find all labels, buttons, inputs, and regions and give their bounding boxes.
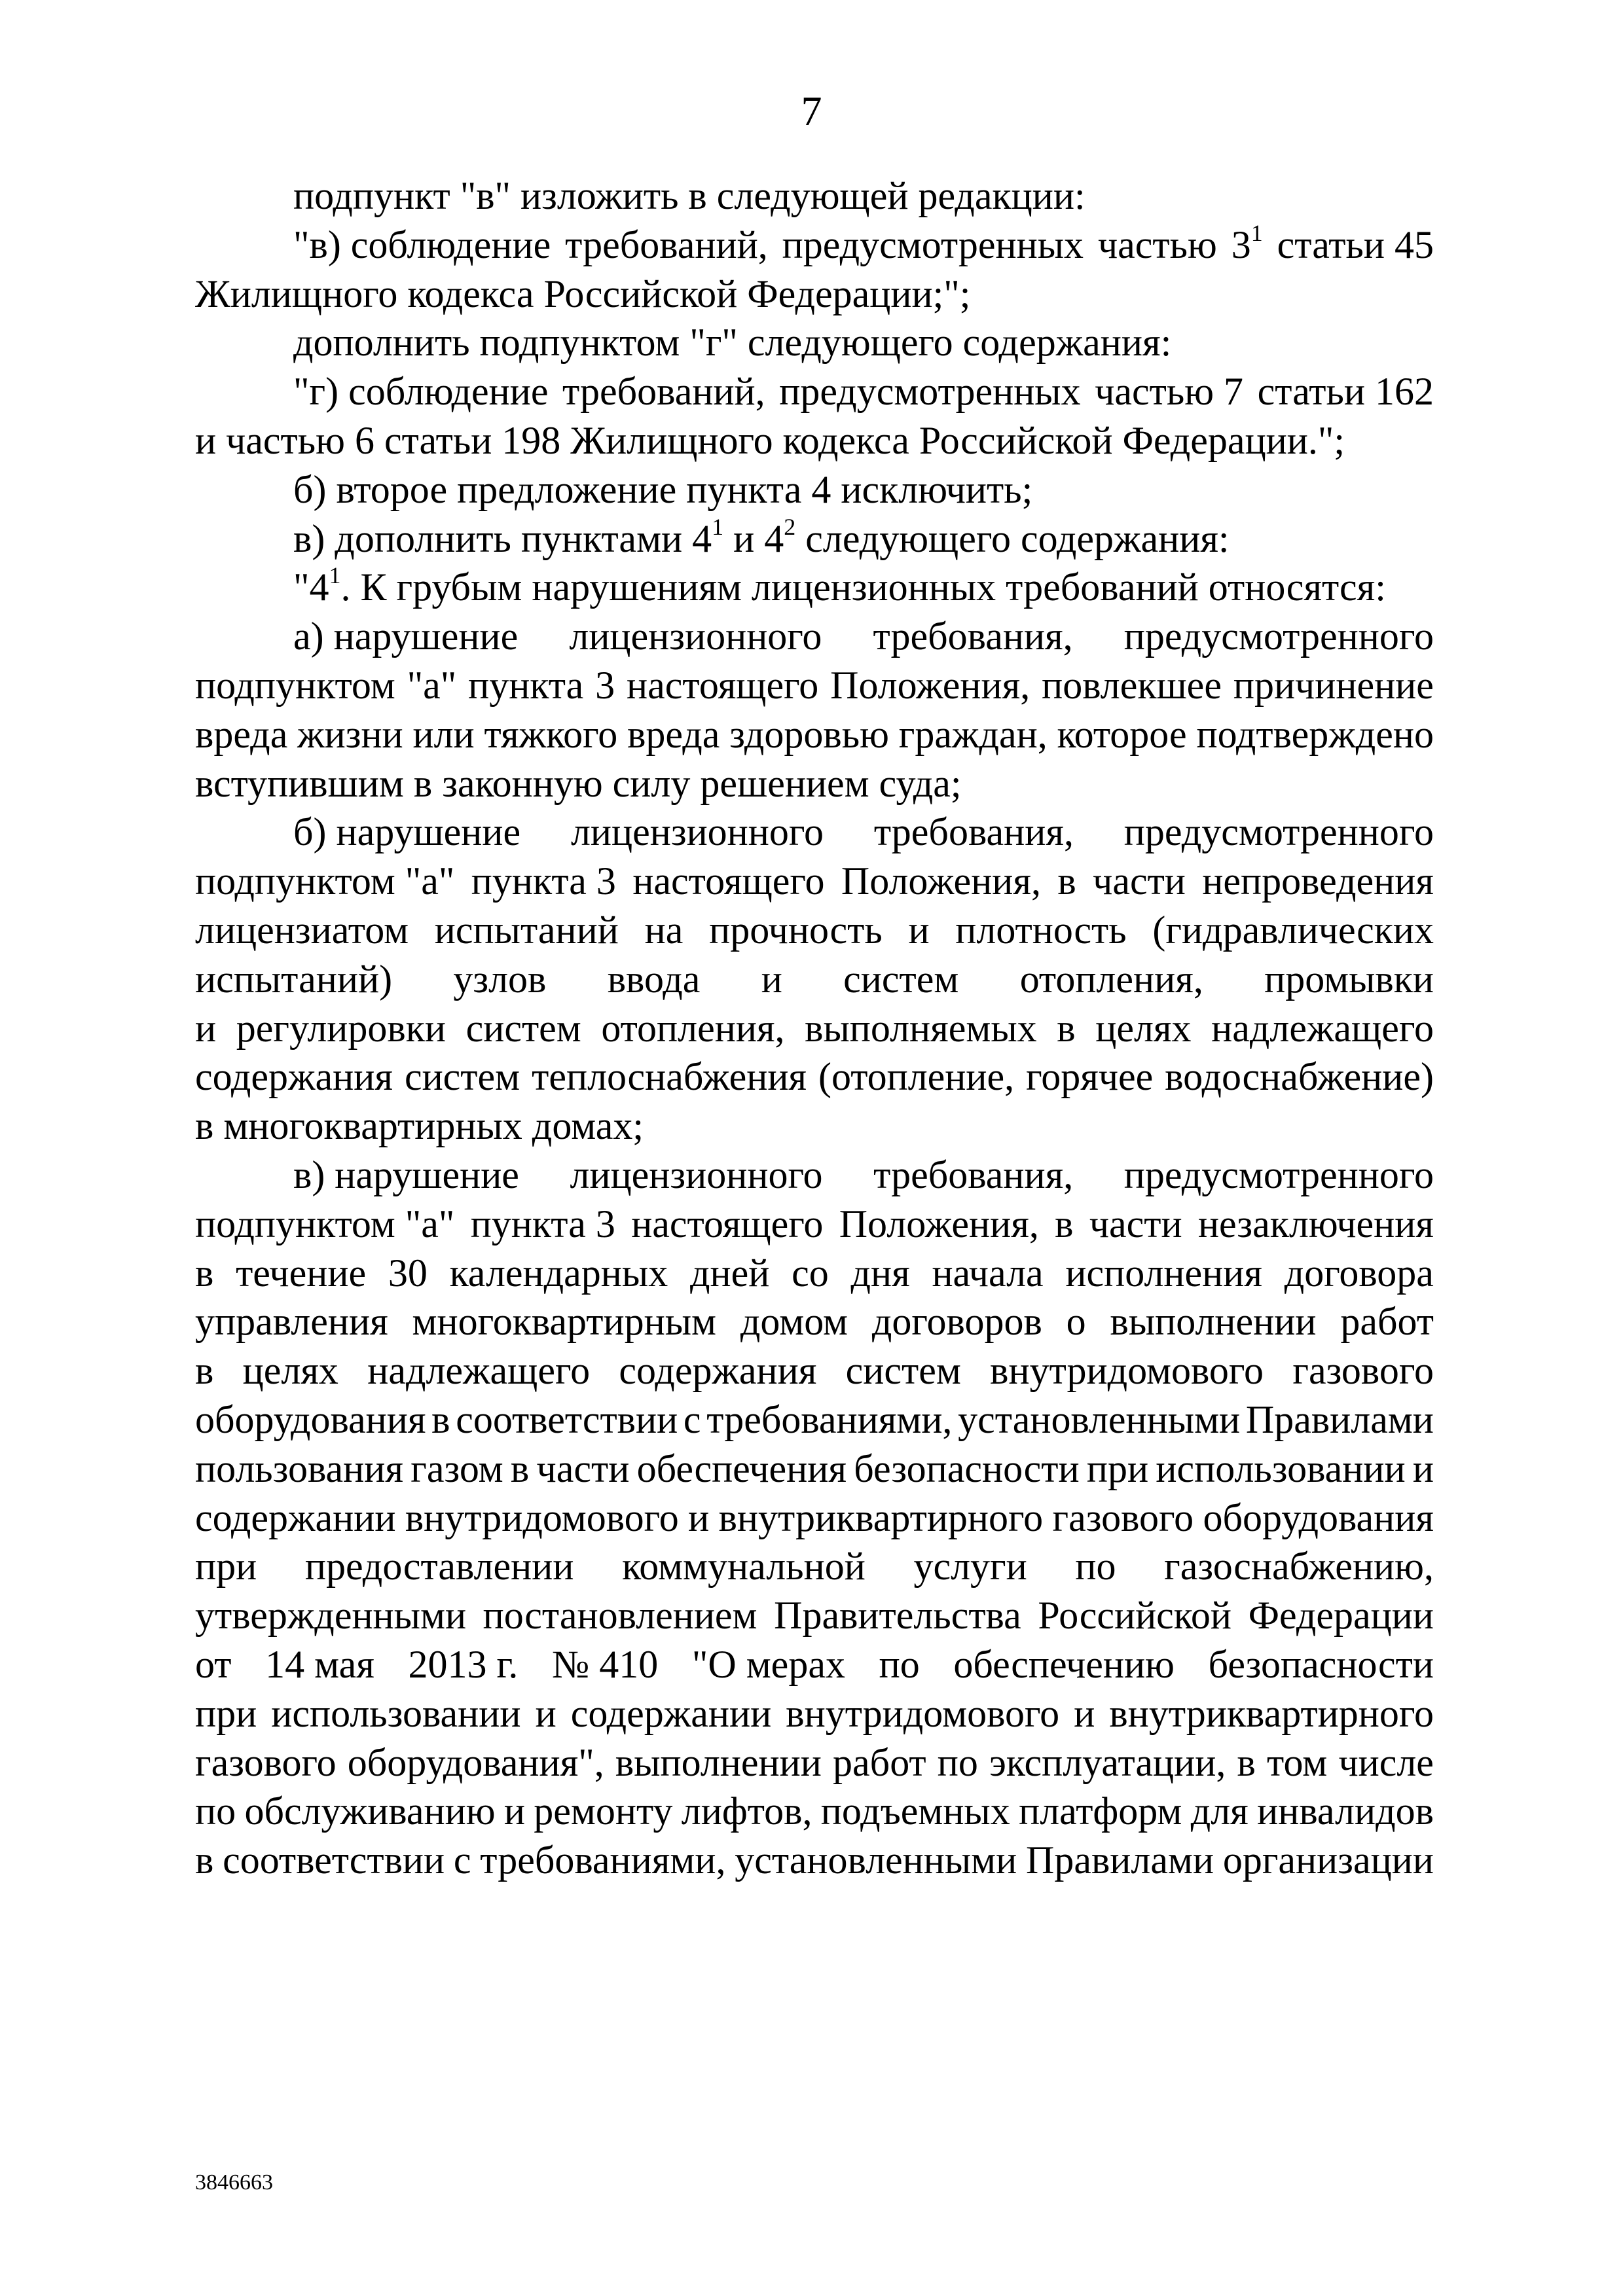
text-word: лицензионного	[570, 1153, 823, 1196]
text-word: б) нарушение	[293, 810, 521, 854]
text-word: по	[195, 1789, 236, 1833]
text-word	[1231, 221, 1263, 270]
text-line	[195, 221, 1434, 270]
text-line	[195, 563, 1434, 612]
text-word: соответствии	[456, 1397, 678, 1441]
text-word: том	[1267, 1740, 1328, 1784]
text-span: и частью 6 статьи 198 Жилищного кодекса Российской Федерации.";	[195, 418, 1345, 462]
text-line	[195, 318, 1434, 367]
text-word: целях	[242, 1349, 338, 1393]
text-word: "а"	[407, 663, 457, 707]
text-word: отопления,	[1019, 957, 1203, 1001]
text-word: тяжкого	[484, 712, 618, 756]
text-word: Положения,	[841, 859, 1042, 903]
text-word: обеспечения	[636, 1446, 847, 1490]
text-line	[195, 661, 1434, 710]
text-word: по	[1075, 1545, 1116, 1588]
text-word: использовании	[1156, 1446, 1406, 1490]
text-word: части	[1089, 1202, 1182, 1246]
text-word: подтверждено	[1196, 712, 1434, 756]
superscript: 1	[712, 513, 724, 540]
text-word: регулировки	[236, 1006, 446, 1050]
text-word: договора	[1284, 1251, 1434, 1295]
text-word: управления	[195, 1300, 388, 1344]
text-word: при	[1086, 1446, 1149, 1490]
text-span: "4	[293, 565, 329, 609]
text-span: дополнить подпунктом "г" следующего содержания:	[293, 321, 1172, 365]
text-word: теплоснабжения	[532, 1055, 807, 1099]
text-word: содержания	[619, 1349, 817, 1393]
text-word: работ	[833, 1740, 926, 1784]
text-word: частью 7	[1095, 370, 1244, 414]
text-word: предусмотренного	[1123, 1153, 1434, 1196]
text-word: в	[431, 1397, 450, 1441]
text-word: ремонту	[534, 1789, 673, 1833]
text-word: части	[536, 1446, 630, 1490]
text-word: в	[510, 1446, 530, 1490]
text-word: установленными	[958, 1397, 1241, 1441]
text-line	[195, 1542, 1434, 1591]
document-body	[195, 171, 1434, 1885]
text-word: и	[761, 957, 782, 1001]
text-word: прочность	[709, 908, 883, 952]
text-word: по	[937, 1740, 978, 1784]
text-line	[195, 1444, 1434, 1494]
text-span: в) дополнить пунктами 4	[293, 516, 712, 560]
text-word: требованиями,	[706, 1397, 953, 1441]
text-word: и	[1074, 1691, 1095, 1735]
text-word: узлов	[453, 957, 547, 1001]
text-word: систем	[465, 1006, 581, 1050]
text-word: газом	[410, 1446, 503, 1490]
text-word: с	[683, 1397, 701, 1441]
text-line	[195, 270, 1434, 319]
text-line	[195, 1200, 1434, 1249]
text-line	[195, 1836, 1434, 1885]
text-word: граждан,	[898, 712, 1048, 756]
text-line	[195, 1395, 1434, 1444]
text-word: внутриквартирного	[718, 1496, 1044, 1539]
superscript: 2	[784, 513, 796, 540]
page-number: 7	[801, 88, 822, 134]
text-word: 3	[595, 663, 615, 707]
text-word: требований,	[562, 370, 765, 414]
text-span: и 4	[723, 516, 784, 560]
text-word: дня	[850, 1251, 910, 1295]
text-word: при	[195, 1691, 257, 1735]
text-word: пункта 3	[470, 1202, 615, 1246]
text-word: оборудования	[195, 1397, 426, 1441]
text-span: б) второе предложение пункта 4 исключить;	[293, 467, 1033, 511]
text-word: Российской	[1038, 1594, 1232, 1638]
text-word: причинение	[1233, 663, 1434, 707]
text-line	[195, 1494, 1434, 1543]
text-word: содержания	[195, 1055, 393, 1099]
text-word: Правительства	[774, 1594, 1021, 1638]
text-word: незаключения	[1197, 1202, 1434, 1246]
text-word: непроведения	[1202, 859, 1434, 903]
text-word: и	[688, 1496, 710, 1539]
text-word: частью	[1097, 223, 1217, 266]
text-word: (гидравлических	[1152, 908, 1434, 952]
text-word: вреда	[627, 712, 720, 756]
text-line	[195, 612, 1434, 661]
text-word: в	[195, 1839, 214, 1882]
text-line	[195, 857, 1434, 906]
text-word: плотность	[955, 908, 1127, 952]
text-word: безопасности	[854, 1446, 1080, 1490]
text-word: многоквартирным	[412, 1300, 716, 1344]
text-word: систем	[845, 1349, 961, 1393]
text-word: (отопление,	[818, 1055, 1015, 1099]
text-word: числе	[1338, 1740, 1434, 1784]
text-word: настоящего	[632, 859, 825, 903]
text-word: или	[412, 712, 475, 756]
text-word: на	[644, 908, 684, 952]
text-word: оборудования	[1203, 1496, 1434, 1539]
text-word: здоровью	[729, 712, 889, 756]
text-word: организации	[1222, 1839, 1434, 1882]
text-word: а) нарушение	[293, 615, 519, 658]
text-word: в	[195, 1251, 214, 1295]
text-word: "в) соблюдение	[293, 223, 551, 266]
text-word: с	[453, 1839, 471, 1882]
text-line	[195, 1249, 1434, 1298]
text-word: испытаний	[434, 908, 619, 952]
text-word: и	[195, 1006, 217, 1050]
text-line	[195, 1787, 1434, 1836]
text-word: Правилами	[1245, 1397, 1434, 1441]
text-word: от	[195, 1642, 232, 1686]
text-word: и	[1412, 1446, 1434, 1490]
text-word: предусмотренных	[782, 223, 1084, 266]
text-word: и	[908, 908, 930, 952]
text-word: предоставлении	[304, 1545, 574, 1588]
text-word: 2013 г.	[408, 1642, 519, 1686]
text-span: подпункт "в" изложить в следующей редакции:	[293, 174, 1085, 217]
text-word: газового	[195, 1740, 337, 1784]
text-word: выполнении	[615, 1740, 822, 1784]
text-word: лицензионного	[570, 810, 824, 854]
text-line	[195, 1052, 1434, 1102]
text-word: использовании	[271, 1691, 521, 1735]
text-word: выполняемых	[805, 1006, 1037, 1050]
document-id: 3846663	[195, 2170, 273, 2195]
text-word: платформ	[1019, 1789, 1182, 1833]
text-word: и	[535, 1691, 556, 1735]
text-word: домом	[740, 1300, 848, 1344]
text-word: пользования	[195, 1446, 403, 1490]
text-word: коммунальной	[622, 1545, 866, 1588]
text-line	[195, 367, 1434, 416]
text-line	[195, 906, 1434, 955]
text-line	[195, 955, 1434, 1004]
text-word: газового	[1052, 1496, 1194, 1539]
text-word: требования,	[873, 615, 1073, 658]
text-word: подпунктом "а"	[195, 1202, 455, 1246]
text-line	[195, 759, 1434, 808]
text-word: в	[1237, 1740, 1256, 1784]
text-word: течение	[236, 1251, 367, 1295]
text-word: подъемных	[820, 1789, 1010, 1833]
text-word: 14 мая	[265, 1642, 374, 1686]
text-word: договоров	[871, 1300, 1042, 1344]
text-word: начала	[932, 1251, 1044, 1295]
text-line	[195, 465, 1434, 514]
text-word: в) нарушение	[293, 1153, 519, 1196]
text-line	[195, 171, 1434, 221]
text-word: отопления,	[601, 1006, 785, 1050]
text-word: статьи 45	[1277, 223, 1434, 266]
text-word: повлекшее	[1042, 663, 1222, 707]
text-word: жизни	[297, 712, 403, 756]
text-word: № 410	[552, 1642, 659, 1686]
text-word: содержании	[570, 1691, 772, 1735]
text-word: оборудования",	[347, 1740, 604, 1784]
text-word: газового	[1292, 1349, 1434, 1393]
text-line	[195, 1102, 1434, 1151]
text-span: Жилищного кодекса Российской Федерации;";	[195, 272, 971, 315]
text-word: 30	[388, 1251, 428, 1295]
text-word: в	[195, 1349, 214, 1393]
text-word: систем	[404, 1055, 520, 1099]
text-span: 3	[1231, 223, 1251, 266]
text-word: Правилами	[1026, 1839, 1214, 1882]
text-word: при	[195, 1545, 257, 1588]
text-word: обеспечению	[953, 1642, 1175, 1686]
text-word: лицензионного	[569, 615, 822, 658]
text-span: следующего содержания:	[795, 516, 1230, 560]
text-word: "г) соблюдение	[293, 370, 549, 414]
text-word: утвержденными	[195, 1594, 467, 1638]
text-word: Федерации	[1248, 1594, 1434, 1638]
text-word: промывки	[1264, 957, 1434, 1001]
text-line	[195, 1346, 1434, 1395]
text-word: предусмотренного	[1123, 615, 1434, 658]
text-line	[195, 1297, 1434, 1346]
text-word: в	[1055, 1202, 1074, 1246]
text-word: установленными	[735, 1839, 1017, 1882]
text-word: внутридомового	[990, 1349, 1264, 1393]
text-word: внутридомового	[405, 1496, 679, 1539]
text-word: соответствии	[223, 1839, 445, 1882]
text-word: требования,	[873, 810, 1074, 854]
text-word: услуги	[913, 1545, 1027, 1588]
text-word: части	[1093, 859, 1186, 903]
text-word: "О мерах	[691, 1642, 845, 1686]
text-word: лицензиатом	[195, 908, 409, 952]
text-line	[195, 710, 1434, 759]
text-word: предусмотренного	[1123, 810, 1434, 854]
text-word: испытаний)	[195, 957, 393, 1001]
text-word: обслуживанию	[244, 1789, 496, 1833]
text-word: со	[792, 1251, 829, 1295]
text-line	[195, 1689, 1434, 1738]
text-word: газоснабжению,	[1164, 1545, 1434, 1588]
text-word: и	[503, 1789, 525, 1833]
text-word: безопасности	[1208, 1642, 1434, 1686]
superscript: 1	[1250, 219, 1263, 246]
text-word: эксплуатации,	[989, 1740, 1226, 1784]
text-word: работ	[1340, 1300, 1434, 1344]
text-word: целях	[1095, 1006, 1192, 1050]
text-word: горячее	[1026, 1055, 1154, 1099]
text-word: содержании	[195, 1496, 396, 1539]
text-word: внутридомового	[786, 1691, 1060, 1735]
text-word: о	[1066, 1300, 1086, 1344]
text-word: водоснабжение)	[1165, 1055, 1434, 1099]
text-word: дней	[689, 1251, 770, 1295]
text-word: исполнения	[1065, 1251, 1262, 1295]
text-word: требований,	[565, 223, 768, 266]
text-word: в	[1057, 1006, 1076, 1050]
text-line	[195, 416, 1434, 465]
text-word: требованиями,	[480, 1839, 726, 1882]
text-word: пункта	[468, 663, 584, 707]
text-word: систем	[843, 957, 959, 1001]
text-word: лифтов,	[681, 1789, 812, 1833]
text-word: внутриквартирного	[1109, 1691, 1434, 1735]
superscript: 1	[329, 562, 341, 589]
text-word: настоящего	[631, 1202, 824, 1246]
text-line	[195, 1591, 1434, 1640]
text-word: вреда	[195, 712, 288, 756]
text-word: постановлением	[483, 1594, 757, 1638]
text-span: в многоквартирных домах;	[195, 1104, 644, 1148]
text-line	[195, 1738, 1434, 1787]
text-span: вступившим в законную силу решением суда;	[195, 761, 962, 805]
text-word: которое	[1057, 712, 1187, 756]
text-word: надлежащего	[367, 1349, 591, 1393]
text-word: надлежащего	[1211, 1006, 1434, 1050]
text-word: Положения,	[839, 1202, 1039, 1246]
text-word: для	[1190, 1789, 1249, 1833]
text-line	[195, 1004, 1434, 1053]
text-word: настоящего	[627, 663, 819, 707]
text-word: предусмотренных	[779, 370, 1081, 414]
text-word: ввода	[607, 957, 701, 1001]
text-line	[195, 1151, 1434, 1200]
text-word: требования,	[873, 1153, 1074, 1196]
text-word: календарных	[449, 1251, 668, 1295]
text-word: подпунктом "а"	[195, 859, 455, 903]
text-word: выполнении	[1110, 1300, 1317, 1344]
text-span: . К грубым нарушениям лицензионных требований относятся:	[340, 565, 1386, 609]
text-word: инвалидов	[1257, 1789, 1434, 1833]
text-line	[195, 808, 1434, 857]
text-line	[195, 514, 1434, 564]
text-word: статьи 162	[1257, 370, 1434, 414]
text-word: Положения,	[830, 663, 1030, 707]
text-line	[195, 1640, 1434, 1689]
text-word: в	[1057, 859, 1076, 903]
text-word: по	[879, 1642, 920, 1686]
text-word: подпунктом	[195, 663, 395, 707]
text-word: пункта 3	[471, 859, 616, 903]
